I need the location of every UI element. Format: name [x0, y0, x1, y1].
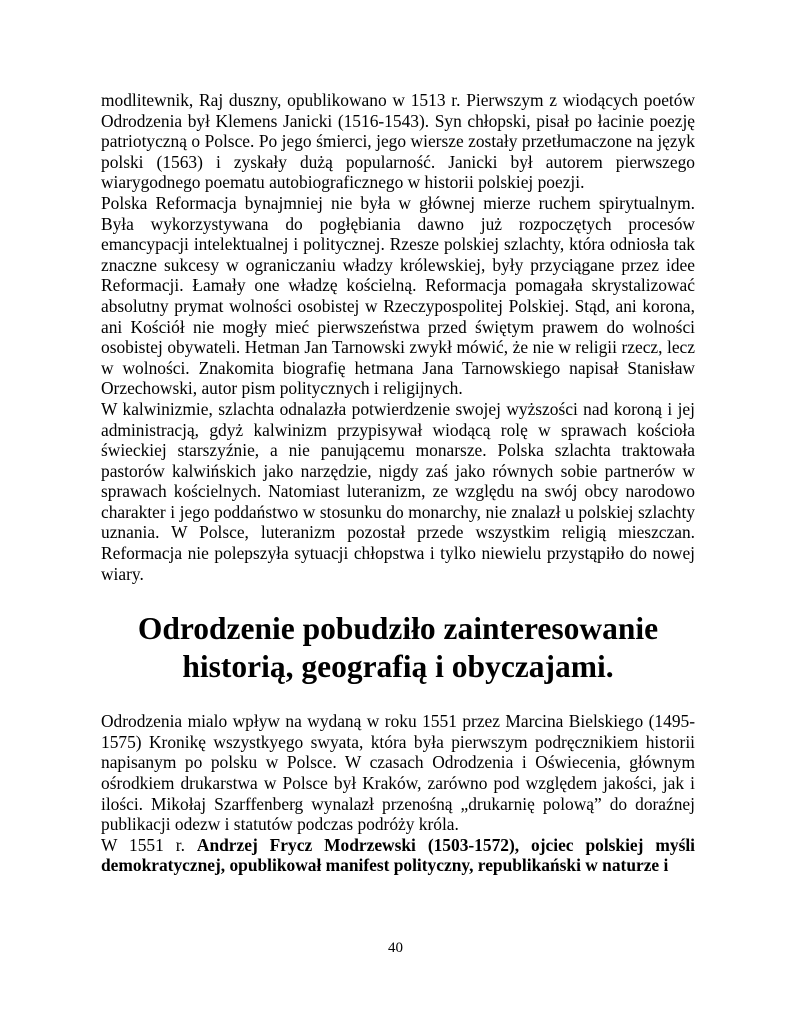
section-heading-line-1: Odrodzenie pobudziło zainteresowanie — [137, 611, 659, 647]
paragraph-modrzewski — [101, 835, 695, 876]
paragraph-janicki: modlitewnik, Raj duszny, opublikowano w 1513 r. Pierwszym z wiodących poetów Odrodzenia był Klemens Janicki (1516-1543). Syn chłopski, pisał po łacinie poezję patriotyczną o Polsce. Po jego śmierci, jego wiersze zostały przetłumaczone na język polski (1563) i zyskały dużą popularność. Janicki był autorem pierwszego wiarygodnego poematu autobiograficznego w historii polskiej poezji. — [101, 90, 695, 193]
document-page — [101, 90, 695, 876]
paragraph-modrzewski-bold: Andrzej Frycz Modrzewski (1503-1572), ojciec polskiej myśli demokratycznej, opublikował manifest polityczny, republikański w naturze i — [101, 834, 695, 876]
paragraph-reformation: Polska Reformacja bynajmniej nie była w głównej mierze ruchem spirytualnym. Była wykorzystywana do pogłębiania dawno już rozpoczętych procesów emancypacji intelektualnej i politycznej. Rzesze polskiej szlachty, która odniosła tak znaczne sukcesy w ograniczaniu władzy królewskiej, były przyciągane przez idee Reformacji. Łamały one władzę kościelną. Reformacja pomagała skrystalizować absolutny prymat wolności osobistej w Rzeczypospolitej Polskiej. Stąd, ani korona, ani Kościół nie mogły mieć pierwszeństwa przed świętym prawem do wolności osobistej obywateli. Hetman Jan Tarnowski zwykł mówić, że nie w religii rzecz, lecz w wolności. Znakomita biografię hetmana Jana Tarnowskiego napisał Stanisław Orzechowski, autor pism politycznych i religijnych. — [101, 192, 695, 399]
paragraph-modrzewski-prefix: W 1551 r. — [101, 834, 197, 855]
section-heading-line-2: historią, geografią i obyczajami. — [182, 649, 614, 685]
section-heading — [101, 610, 695, 686]
page-number: 40 — [388, 940, 403, 956]
paragraph-bielski: Odrodzenia mialo wpływ na wydaną w roku 1551 przez Marcina Bielskiego (1495-1575) Kronikę wszystkyego swyata, która była pierwszym podręcznikiem historii napisanym po polsku w Polsce. W czasach Odrodzenia i Oświecenia, głównym ośrodkiem drukarstwa w Polsce był Kraków, zarówno pod względem jakości, jak i ilości. Mikołaj Szarffenberg wynalazł przenośną „drukarnię polową” do doraźnej publikacji odezw i statutów podczas podróży króla. — [101, 711, 695, 835]
paragraph-calvinism: W kalwinizmie, szlachta odnalazła potwierdzenie swojej wyższości nad koroną i jej administracją, gdyż kalwinizm przypisywał wiodącą rolę w sprawach kościoła świeckiej starszyźnie, a nie panującemu monarsze. Polska szlachta traktowała pastorów kalwińskich jako narzędzie, nigdy zaś jako równych sobie partnerów w sprawach kościelnych. Natomiast luteranizm, ze względu na swój obcy narodowo charakter i jego poddaństwo w stosunku do monarchy, nie znalazł u polskiej szlachty uznania. W Polsce, luteranizm pozostał przede wszystkim religią mieszczan. Reformacja nie polepszyła sytuacji chłopstwa i tylko niewielu przystąpiło do nowej wiary. — [101, 398, 695, 584]
